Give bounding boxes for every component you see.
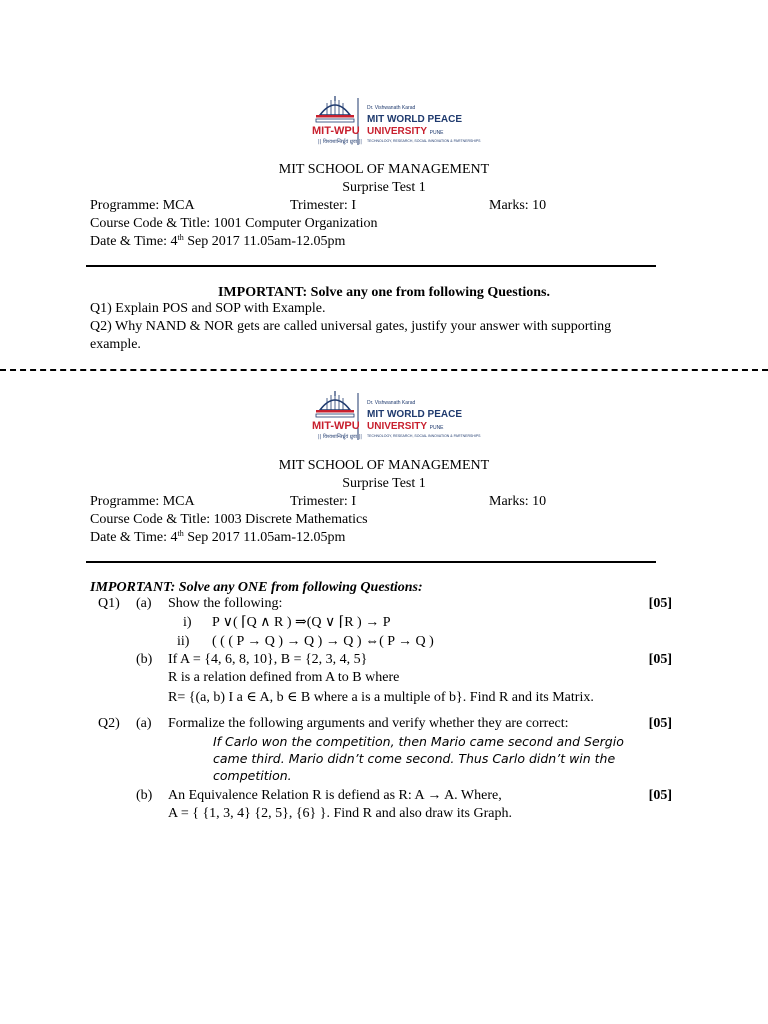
test2-programme: Programme: MCA <box>90 494 195 509</box>
logo-university-line1: MIT WORLD PEACE <box>367 409 462 420</box>
cut-line <box>0 369 768 371</box>
logo-founder: Dr. Vishwanath Karad <box>367 105 416 111</box>
test2-q2a-arg-line1: If Carlo won the competition, then Mario came second and Sergio <box>213 734 624 749</box>
logo-university-line2: UNIVERSITY <box>367 126 427 137</box>
test2-school: MIT SCHOOL OF MANAGEMENT <box>278 458 490 473</box>
test2-q1b-line1: If A = {4, 6, 8, 10}, B = {2, 3, 4, 5} <box>168 652 368 667</box>
test1-programme: Programme: MCA <box>90 198 195 213</box>
logo-founder: Dr. Vishwanath Karad <box>367 400 416 406</box>
logo-motto: TECHNOLOGY, RESEARCH, SOCIAL INNOVATION & PARTNERSHIPS <box>367 139 481 143</box>
test2-q2a-arg-line3: competition. <box>213 768 292 783</box>
test2-q1a-text: Show the following: <box>168 596 283 611</box>
test2-q1a-i-expr: P ∨( ⌈Q ∧ R ) ⇒(Q ∨ ⌈R ) → P <box>212 615 391 630</box>
test2-important: IMPORTANT: Solve any ONE from following Questions: <box>90 580 423 595</box>
test2-q1a-ii-label: ii) <box>177 634 190 649</box>
test1-important: IMPORTANT: Solve any one from following Questions. <box>217 285 550 300</box>
test2-q2a-text: Formalize the following arguments and verify whether they are correct: <box>168 716 569 731</box>
test2-q1b-marks: [05] <box>648 652 672 667</box>
test2-course: Course Code & Title: 1003 Discrete Mathematics <box>90 512 368 527</box>
logo-university-line2-row <box>367 421 444 432</box>
test2-q1a-marks: [05] <box>648 596 672 611</box>
test2-date-sup: th <box>177 529 184 538</box>
test1-date-prefix: Date & Time: 4 <box>90 234 178 249</box>
test2-q2b-line1: An Equivalence Relation R is defiend as R: A → A. Where, <box>168 788 502 803</box>
test2-date-suffix: Sep 2017 11.05am-12.05pm <box>183 530 346 545</box>
logo-motto: TECHNOLOGY, RESEARCH, SOCIAL INNOVATION & PARTNERSHIPS <box>367 434 481 438</box>
test2-q2b-marks: [05] <box>648 788 672 803</box>
test2-q1a-label: (a) <box>136 596 152 611</box>
test2-q1b-line3: R= {(a, b) I a ∈ A, b ∈ B where a is a multiple of b}. Find R and its Matrix. <box>168 690 594 705</box>
test1-date-suffix: Sep 2017 11.05am-12.05pm <box>183 234 346 249</box>
logo-tagline: || विश्वशान्तिर्ध्रुवं ध्रुवा || <box>318 434 362 440</box>
test2-date <box>90 529 345 547</box>
test2-marks: Marks: 10 <box>489 494 547 509</box>
logo-mark-text: MIT-WPU <box>312 420 360 432</box>
test2-q1-label: Q1) <box>98 596 120 611</box>
logo-mark-text: MIT-WPU <box>312 125 360 137</box>
test1-course: Course Code & Title: 1001 Computer Organization <box>90 216 378 231</box>
test2-date-prefix: Date & Time: 4 <box>90 530 178 545</box>
logo-university-line2: UNIVERSITY <box>367 421 427 432</box>
logo-university-line1: MIT WORLD PEACE <box>367 114 462 125</box>
test1-q2-line1: Q2) Why NAND & NOR gets are called universal gates, justify your answer with supporting <box>90 319 612 334</box>
test1-date-sup: th <box>177 233 184 242</box>
test2-q2-label: Q2) <box>98 716 120 731</box>
logo-city: PUNE <box>429 425 444 431</box>
test1-q1: Q1) Explain POS and SOP with Example. <box>90 301 326 316</box>
test2-q2b-line2: A = { {1, 3, 4} {2, 5}, {6} }. Find R and also draw its Graph. <box>168 806 512 821</box>
logo-university-line2-row <box>367 126 444 137</box>
logo-tagline: || विश्वशान्तिर्ध्रुवं ध्रुवा || <box>318 139 362 145</box>
test1-date <box>90 233 345 251</box>
university-logo <box>310 388 490 446</box>
test2-q2b-label: (b) <box>136 788 153 803</box>
test1-trimester: Trimester: I <box>290 198 356 213</box>
test1-school: MIT SCHOOL OF MANAGEMENT <box>278 162 490 177</box>
test2-divider <box>86 561 656 563</box>
university-logo <box>310 93 490 151</box>
test2-title: Surprise Test 1 <box>342 476 426 491</box>
test1-divider <box>86 265 656 267</box>
test1-marks: Marks: 10 <box>489 198 547 213</box>
test2-q1b-line2: R is a relation defined from A to B where <box>168 670 400 685</box>
logo-city: PUNE <box>429 130 444 136</box>
test2-q1a-i-label: i) <box>183 615 192 630</box>
test2-q2a-label: (a) <box>136 716 152 731</box>
test2-q1a-ii-expr: ( ( ( P → Q ) → Q ) → Q ) ⇔( P → Q ) <box>212 634 434 649</box>
test2-q2a-marks: [05] <box>648 716 672 731</box>
test1-q2-line2: example. <box>90 337 141 352</box>
test2-q1b-label: (b) <box>136 652 153 667</box>
test2-q2a-arg-line2: came third. Mario didn’t come second. Thus Carlo didn’t win the <box>213 751 616 766</box>
test2-trimester: Trimester: I <box>290 494 356 509</box>
test1-title: Surprise Test 1 <box>342 180 426 195</box>
